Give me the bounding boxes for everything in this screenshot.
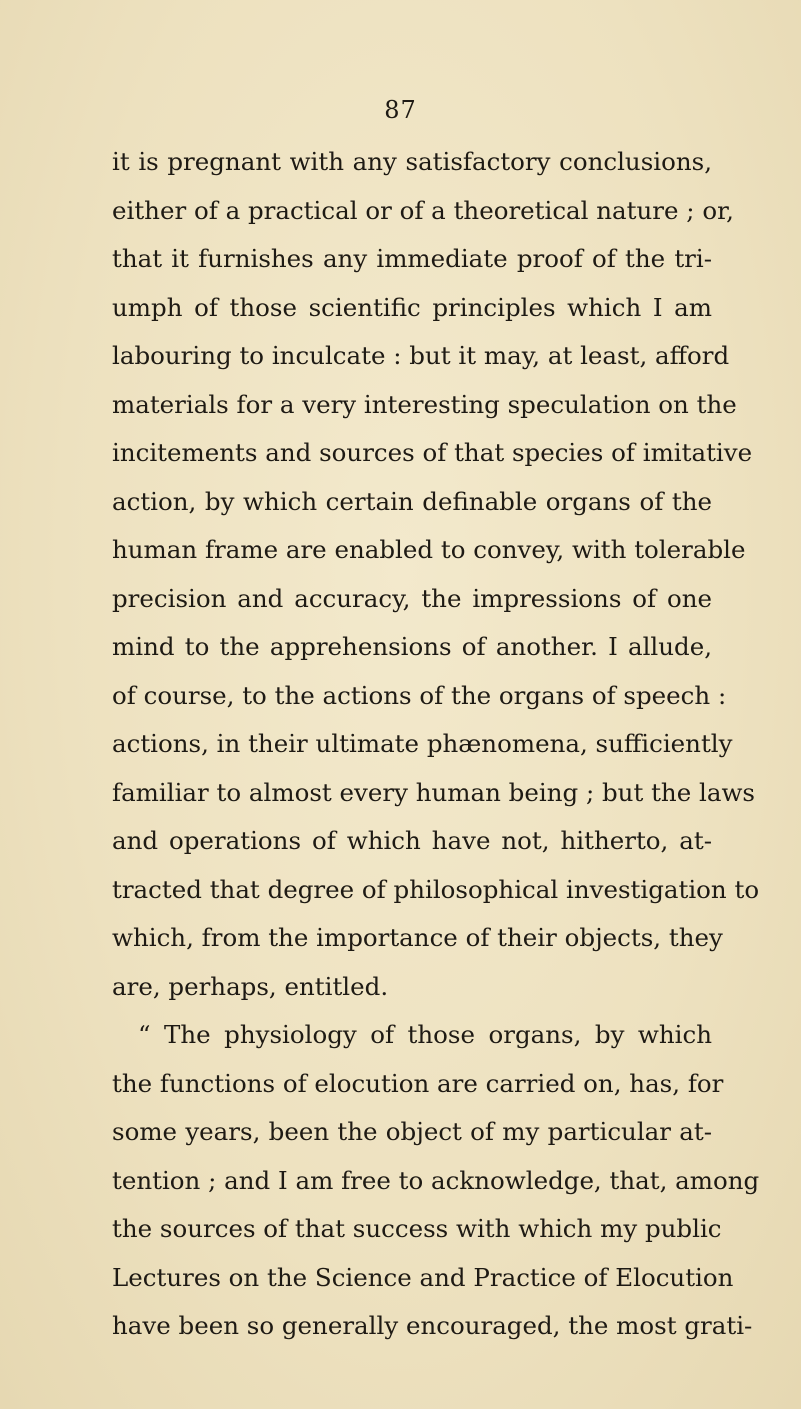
text-line: and operations of which have not, hitherto, at- [112,826,712,855]
text-line: either of a practical or of a theoretical nature ; or, [112,195,734,225]
text-line: tention ; and I am free to acknowledge, that, among [112,1165,760,1195]
text-line: action, by which certain definable organs of the [112,486,712,516]
text-line: mind to the apprehensions of another. I allude, [112,632,712,661]
text-line: human frame are enabled to convey, with tolerable [112,535,746,564]
text-line: the functions of elocution are carried on, has, for [112,1068,724,1098]
text-line: actions, in their ultimate phænomena, sufficiently [112,729,733,758]
text-line: of course, to the actions of the organs of speech : [112,680,727,710]
text-line: Lectures on the Science and Practice of Elocution [112,1262,734,1292]
text-line: which, from the importance of their objects, they [112,923,723,952]
text-line: it is pregnant with any satisfactory conclusions, [112,147,712,176]
text-line: familiar to almost every human being ; but the laws [112,777,755,807]
text-line: umph of those scientific principles which I am [112,292,712,322]
text-line: have been so generally encouraged, the most grati- [112,1311,753,1340]
text-line: the sources of that success with which my public [112,1214,722,1243]
page-number: 87 [384,96,417,124]
text-line: some years, been the object of my particular at- [112,1117,712,1146]
text-line: precision and accuracy, the impressions of one [112,583,712,613]
body-text [112,138,760,1351]
text-line: materials for a very interesting speculation on the [112,389,737,419]
text-line: labouring to inculcate : but it may, at least, afford [112,341,730,370]
text-line: that it furnishes any immediate proof of the tri- [112,244,712,273]
text-line: tracted that degree of philosophical investigation to [112,874,760,904]
text-line: are, perhaps, entitled. [112,971,389,1001]
text-line: incitements and sources of that species of imitative [112,438,753,467]
text-line: “ The physiology of those organs, by which [138,1020,712,1049]
